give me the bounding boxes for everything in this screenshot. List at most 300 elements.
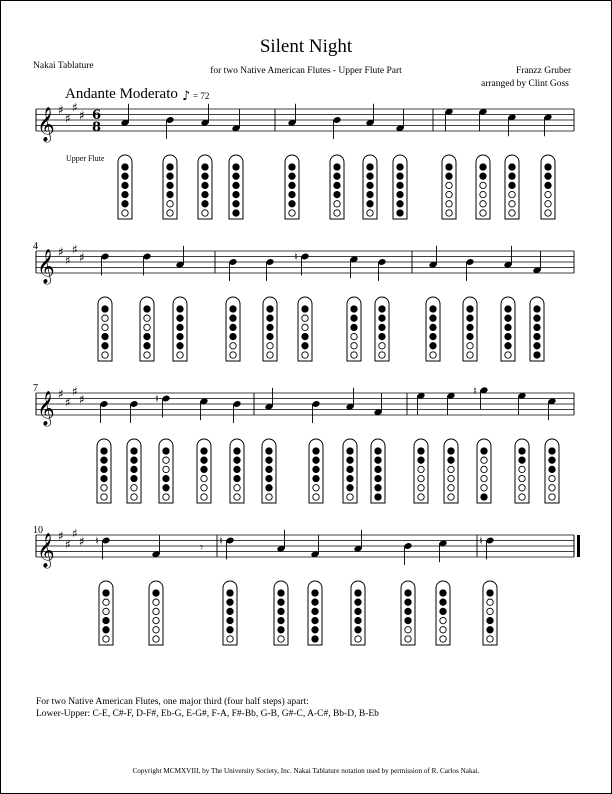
finger-hole: [480, 182, 486, 188]
fingering-chart: [515, 439, 529, 503]
finger-hole: [440, 590, 446, 596]
fingering-chart: [309, 439, 323, 503]
finger-hole: [367, 201, 373, 207]
finger-hole: [334, 182, 340, 188]
finger-hole: [534, 324, 540, 330]
finger-hole: [163, 494, 169, 500]
finger-hole: [375, 448, 381, 454]
finger-hole: [234, 475, 240, 481]
finger-hole: [509, 191, 515, 197]
fingering-chart: [197, 439, 211, 503]
finger-hole: [201, 466, 207, 472]
finger-hole: [122, 182, 128, 188]
finger-hole: [289, 201, 295, 207]
finger-hole: [101, 448, 107, 454]
finger-hole: [167, 164, 173, 170]
finger-hole: [351, 343, 357, 349]
finger-hole: [505, 352, 511, 358]
finger-hole: [534, 343, 540, 349]
finger-hole: [405, 636, 411, 642]
fingering-chart: [97, 439, 111, 503]
treble-clef-icon: 𝄞: [37, 391, 55, 426]
finger-hole: [379, 324, 385, 330]
natural-sign: ♮: [479, 534, 483, 548]
finger-hole: [227, 590, 233, 596]
tempo-value: = 72: [193, 91, 210, 101]
finger-hole: [103, 608, 109, 614]
finger-hole: [509, 201, 515, 207]
fingering-chart: [483, 581, 497, 645]
finger-hole: [289, 182, 295, 188]
finger-hole: [334, 164, 340, 170]
finger-hole: [467, 343, 473, 349]
finger-hole: [302, 324, 308, 330]
finger-hole: [227, 627, 233, 633]
finger-hole: [467, 324, 473, 330]
finger-hole: [153, 617, 159, 623]
finger-hole: [313, 485, 319, 491]
finger-hole: [509, 210, 515, 216]
finger-hole: [545, 210, 551, 216]
finger-hole: [177, 315, 183, 321]
finger-hole: [448, 485, 454, 491]
finger-hole: [487, 608, 493, 614]
key-signature-sharp: ♯: [58, 103, 64, 117]
finger-hole: [347, 475, 353, 481]
finger-hole: [177, 324, 183, 330]
fingering-chart: [230, 439, 244, 503]
finger-hole: [144, 306, 150, 312]
finger-hole: [397, 173, 403, 179]
key-signature-sharp: ♯: [79, 108, 85, 123]
finger-hole: [202, 191, 208, 197]
finger-hole: [302, 343, 308, 349]
finger-hole: [549, 448, 555, 454]
finger-hole: [153, 599, 159, 605]
finger-hole: [102, 324, 108, 330]
finger-hole: [487, 627, 493, 633]
finger-hole: [534, 352, 540, 358]
key-signature-sharp: ♯: [79, 250, 85, 265]
fingering-chart: [229, 155, 243, 219]
finger-hole: [519, 457, 525, 463]
finger-hole: [153, 590, 159, 596]
finger-hole: [312, 590, 318, 596]
finger-hole: [234, 448, 240, 454]
key-signature-sharp: ♯: [65, 537, 71, 552]
finger-hole: [131, 485, 137, 491]
finger-hole: [379, 352, 385, 358]
fingering-chart: [371, 439, 385, 503]
finger-hole: [334, 201, 340, 207]
fingering-chart: [163, 155, 177, 219]
finger-hole: [163, 448, 169, 454]
finger-hole: [446, 164, 452, 170]
finger-hole: [379, 333, 385, 339]
finger-hole: [519, 485, 525, 491]
fingering-chart: [347, 297, 361, 361]
finger-hole: [509, 182, 515, 188]
finger-hole: [549, 457, 555, 463]
finger-hole: [430, 315, 436, 321]
finger-hole: [202, 201, 208, 207]
finger-hole: [487, 636, 493, 642]
fingering-chart: [159, 439, 173, 503]
finger-hole: [302, 315, 308, 321]
finger-hole: [405, 599, 411, 605]
finger-hole: [405, 608, 411, 614]
finger-hole: [267, 333, 273, 339]
finger-hole: [201, 448, 207, 454]
finger-hole: [202, 182, 208, 188]
finger-hole: [418, 475, 424, 481]
footer-note-line2: Lower-Upper: C-E, C#-F, D-F#, Eb-G, E-G#, F-A, F#-Bb, G-B, G#-C, A-C#, Bb-D, B-Eb: [36, 709, 379, 719]
finger-hole: [545, 173, 551, 179]
finger-hole: [312, 608, 318, 614]
finger-hole: [122, 210, 128, 216]
finger-hole: [481, 494, 487, 500]
finger-hole: [509, 164, 515, 170]
finger-hole: [102, 343, 108, 349]
finger-hole: [430, 333, 436, 339]
finger-hole: [375, 485, 381, 491]
finger-hole: [480, 201, 486, 207]
finger-hole: [103, 636, 109, 642]
finger-hole: [201, 494, 207, 500]
finger-hole: [313, 448, 319, 454]
staff-system: [36, 384, 574, 427]
finger-hole: [505, 333, 511, 339]
finger-hole: [480, 191, 486, 197]
fingering-chart: [545, 439, 559, 503]
fingering-chart: [308, 581, 322, 645]
finger-hole: [201, 457, 207, 463]
finger-hole: [347, 448, 353, 454]
finger-hole: [534, 315, 540, 321]
finger-hole: [549, 475, 555, 481]
finger-hole: [446, 201, 452, 207]
finger-hole: [440, 599, 446, 605]
finger-hole: [234, 457, 240, 463]
finger-hole: [467, 333, 473, 339]
finger-hole: [302, 306, 308, 312]
fingering-chart: [351, 581, 365, 645]
finger-hole: [347, 485, 353, 491]
finger-hole: [480, 164, 486, 170]
finger-hole: [144, 333, 150, 339]
final-barline: [577, 535, 580, 557]
finger-hole: [487, 617, 493, 623]
natural-sign: ♮: [155, 392, 159, 406]
finger-hole: [289, 173, 295, 179]
fingering-chart: [149, 581, 163, 645]
finger-hole: [101, 466, 107, 472]
finger-hole: [267, 343, 273, 349]
finger-hole: [430, 324, 436, 330]
finger-hole: [467, 315, 473, 321]
key-signature-sharp: ♯: [58, 387, 64, 401]
finger-hole: [289, 210, 295, 216]
finger-hole: [234, 466, 240, 472]
finger-hole: [177, 343, 183, 349]
finger-hole: [230, 315, 236, 321]
fingering-chart: [476, 155, 490, 219]
finger-hole: [375, 494, 381, 500]
finger-hole: [278, 627, 284, 633]
finger-hole: [163, 485, 169, 491]
finger-hole: [266, 466, 272, 472]
finger-hole: [230, 333, 236, 339]
fingering-chart: [98, 297, 112, 361]
finger-hole: [278, 590, 284, 596]
fingering-chart: [127, 439, 141, 503]
finger-hole: [487, 590, 493, 596]
finger-hole: [267, 324, 273, 330]
finger-hole: [230, 306, 236, 312]
finger-hole: [448, 457, 454, 463]
eighth-rest-icon: 𝄾: [200, 540, 204, 555]
finger-hole: [103, 617, 109, 623]
key-signature-sharp: ♯: [79, 534, 85, 549]
staff-system: [36, 242, 574, 285]
finger-hole: [375, 466, 381, 472]
finger-hole: [234, 485, 240, 491]
finger-hole: [131, 494, 137, 500]
finger-hole: [312, 617, 318, 623]
finger-hole: [266, 485, 272, 491]
finger-hole: [267, 306, 273, 312]
finger-hole: [375, 475, 381, 481]
finger-hole: [367, 173, 373, 179]
natural-sign: ♮: [219, 534, 223, 548]
copyright-notice: Copyright MCMXVIII, by The University Society, Inc. Nakai Tablature notation used by permission of R. Carlos Nakai.: [132, 767, 480, 775]
finger-hole: [266, 457, 272, 463]
key-signature-sharp: ♯: [65, 395, 71, 410]
part-label: Upper Flute: [66, 154, 105, 163]
page-subtitle: for two Native American Flutes - Upper Flute Part: [210, 66, 402, 76]
fingering-chart: [414, 439, 428, 503]
footer-note-line1: For two Native American Flutes, one major third (four half steps) apart:: [36, 697, 309, 707]
finger-hole: [347, 466, 353, 472]
finger-hole: [103, 590, 109, 596]
fingering-chart: [505, 155, 519, 219]
fingering-chart: [330, 155, 344, 219]
finger-hole: [505, 306, 511, 312]
natural-sign: ♮: [294, 250, 298, 264]
fingering-chart: [285, 155, 299, 219]
fingering-chart: [477, 439, 491, 503]
finger-hole: [312, 627, 318, 633]
fingering-chart: [375, 297, 389, 361]
finger-hole: [347, 457, 353, 463]
finger-hole: [418, 494, 424, 500]
finger-hole: [519, 448, 525, 454]
finger-hole: [233, 201, 239, 207]
fingering-chart: [363, 155, 377, 219]
finger-hole: [355, 608, 361, 614]
finger-hole: [440, 608, 446, 614]
finger-hole: [375, 457, 381, 463]
finger-hole: [266, 475, 272, 481]
finger-hole: [131, 448, 137, 454]
finger-hole: [313, 475, 319, 481]
measure-number: 7: [33, 383, 38, 394]
finger-hole: [519, 466, 525, 472]
finger-hole: [405, 617, 411, 623]
finger-hole: [144, 343, 150, 349]
finger-hole: [122, 201, 128, 207]
finger-hole: [545, 201, 551, 207]
eighth-note-icon: ♪: [182, 89, 191, 104]
finger-hole: [405, 590, 411, 596]
finger-hole: [163, 466, 169, 472]
finger-hole: [230, 343, 236, 349]
finger-hole: [167, 191, 173, 197]
finger-hole: [545, 164, 551, 170]
finger-hole: [367, 210, 373, 216]
finger-hole: [505, 324, 511, 330]
finger-hole: [167, 173, 173, 179]
finger-hole: [519, 494, 525, 500]
finger-hole: [534, 333, 540, 339]
finger-hole: [367, 191, 373, 197]
finger-hole: [448, 475, 454, 481]
finger-hole: [334, 191, 340, 197]
finger-hole: [430, 343, 436, 349]
finger-hole: [302, 333, 308, 339]
finger-hole: [230, 324, 236, 330]
finger-hole: [122, 164, 128, 170]
finger-hole: [379, 315, 385, 321]
finger-hole: [481, 466, 487, 472]
finger-hole: [289, 164, 295, 170]
finger-hole: [545, 182, 551, 188]
key-signature-sharp: ♯: [72, 526, 78, 541]
finger-hole: [549, 466, 555, 472]
fingering-chart: [343, 439, 357, 503]
fingering-chart: [444, 439, 458, 503]
staff-system: [36, 100, 574, 143]
finger-hole: [202, 164, 208, 170]
fingering-chart: [401, 581, 415, 645]
finger-hole: [144, 324, 150, 330]
fingering-chart: [426, 297, 440, 361]
finger-hole: [379, 306, 385, 312]
finger-hole: [448, 466, 454, 472]
finger-hole: [545, 191, 551, 197]
finger-hole: [355, 627, 361, 633]
fingering-chart: [274, 581, 288, 645]
fingering-chart: [140, 297, 154, 361]
finger-hole: [312, 636, 318, 642]
finger-hole: [480, 173, 486, 179]
finger-hole: [131, 466, 137, 472]
finger-hole: [397, 182, 403, 188]
fingering-chart: [118, 155, 132, 219]
finger-hole: [201, 485, 207, 491]
finger-hole: [153, 608, 159, 614]
key-signature-sharp: ♯: [58, 245, 64, 259]
finger-hole: [131, 457, 137, 463]
fingering-chart: [263, 297, 277, 361]
finger-hole: [313, 466, 319, 472]
finger-hole: [505, 315, 511, 321]
finger-hole: [367, 164, 373, 170]
finger-hole: [267, 315, 273, 321]
finger-hole: [440, 617, 446, 623]
finger-hole: [302, 352, 308, 358]
finger-hole: [266, 494, 272, 500]
finger-hole: [334, 173, 340, 179]
finger-hole: [534, 306, 540, 312]
finger-hole: [351, 352, 357, 358]
fingering-chart: [463, 297, 477, 361]
finger-hole: [405, 627, 411, 633]
finger-hole: [227, 636, 233, 642]
finger-hole: [312, 599, 318, 605]
fingering-chart: [99, 581, 113, 645]
key-signature-sharp: ♯: [79, 392, 85, 407]
finger-hole: [202, 210, 208, 216]
finger-hole: [144, 315, 150, 321]
finger-hole: [289, 191, 295, 197]
finger-hole: [230, 352, 236, 358]
finger-hole: [233, 182, 239, 188]
finger-hole: [397, 210, 403, 216]
finger-hole: [122, 191, 128, 197]
fingering-chart: [173, 297, 187, 361]
finger-hole: [418, 448, 424, 454]
finger-hole: [549, 485, 555, 491]
natural-sign: ♮: [473, 384, 477, 398]
measure-number: 4: [33, 241, 38, 252]
finger-hole: [351, 315, 357, 321]
finger-hole: [505, 343, 511, 349]
key-signature-sharp: ♯: [58, 529, 64, 543]
treble-clef-icon: 𝄞: [37, 107, 55, 142]
finger-hole: [313, 457, 319, 463]
finger-hole: [481, 485, 487, 491]
finger-hole: [440, 627, 446, 633]
finger-hole: [153, 627, 159, 633]
key-signature-sharp: ♯: [72, 384, 78, 399]
finger-hole: [448, 494, 454, 500]
finger-hole: [101, 494, 107, 500]
finger-hole: [227, 617, 233, 623]
time-signature-bottom: 8: [92, 120, 102, 135]
composer-name: Franzz Gruber: [516, 66, 572, 76]
fingering-chart: [298, 297, 312, 361]
finger-hole: [397, 164, 403, 170]
finger-hole: [379, 343, 385, 349]
treble-clef-icon: 𝄞: [37, 533, 55, 568]
staff-system: [36, 526, 580, 569]
fingering-chart: [262, 439, 276, 503]
finger-hole: [446, 210, 452, 216]
fingering-chart: [442, 155, 456, 219]
finger-hole: [519, 475, 525, 481]
finger-hole: [201, 475, 207, 481]
key-signature-sharp: ♯: [72, 242, 78, 257]
finger-hole: [467, 352, 473, 358]
finger-hole: [163, 457, 169, 463]
finger-hole: [103, 599, 109, 605]
finger-hole: [122, 173, 128, 179]
finger-hole: [418, 466, 424, 472]
finger-hole: [102, 306, 108, 312]
finger-hole: [177, 333, 183, 339]
finger-hole: [446, 191, 452, 197]
